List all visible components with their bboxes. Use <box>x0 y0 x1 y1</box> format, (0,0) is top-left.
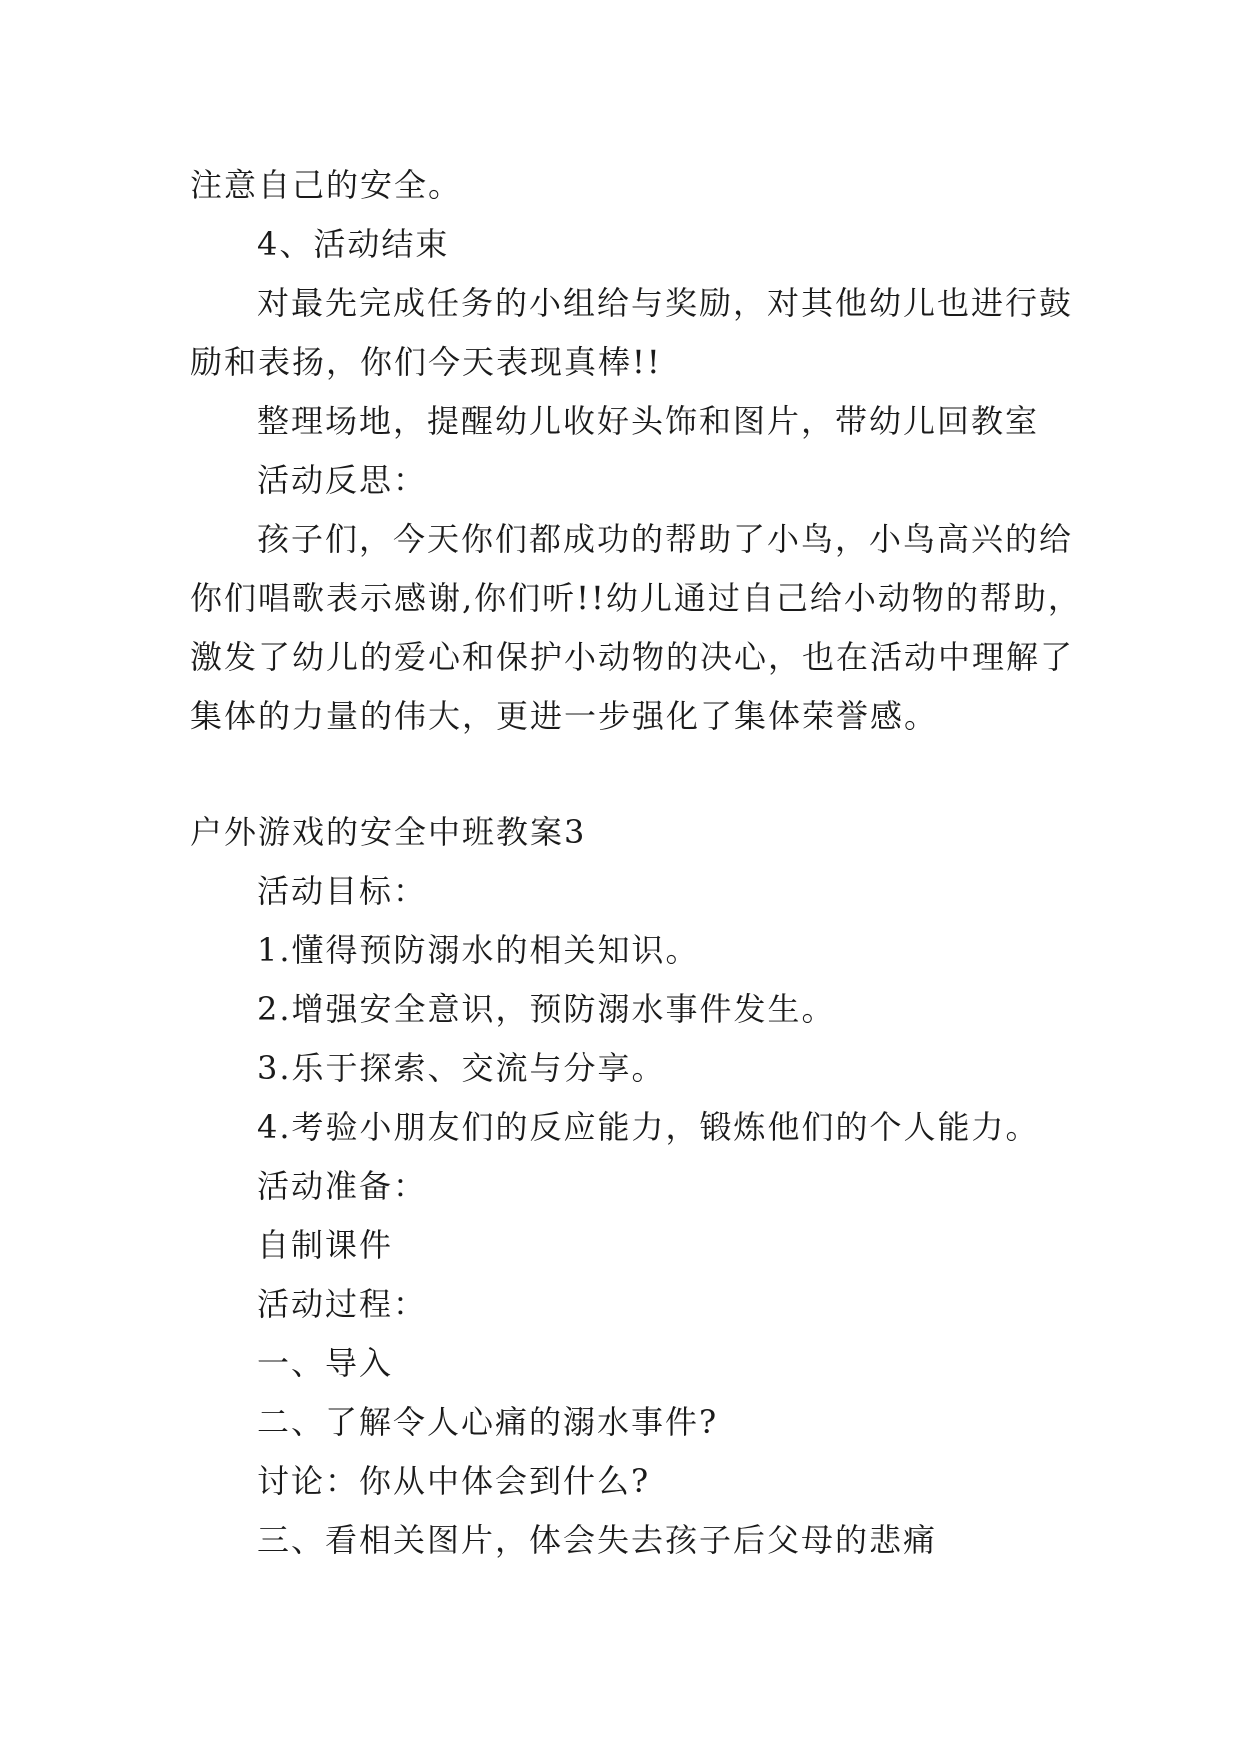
paragraph-line: 整理场地，提醒幼儿收好头饰和图片，带幼儿回教室 <box>257 402 1040 440</box>
paragraph-line: 自制课件 <box>257 1226 394 1264</box>
document-title: 户外游戏的安全中班教案3 <box>190 813 587 851</box>
paragraph-line: 对最先完成任务的小组给与奖励，对其他幼儿也进行鼓 <box>257 284 1074 322</box>
list-item: 三、看相关图片，体会失去孩子后父母的悲痛 <box>257 1521 938 1559</box>
section-heading: 活动目标： <box>257 872 428 910</box>
section-step-heading: 4、活动结束 <box>257 225 450 263</box>
paragraph-line: 激发了幼儿的爱心和保护小动物的决心，也在活动中理解了 <box>190 638 1075 676</box>
paragraph-line: 励和表扬，你们今天表现真棒!! <box>190 343 662 381</box>
paragraph-line: 你们唱歌表示感谢,你们听!!幼儿通过自己给小动物的帮助， <box>190 579 1082 617</box>
list-item: 1.懂得预防溺水的相关知识。 <box>257 931 700 969</box>
paragraph-line: 孩子们，今天你们都成功的帮助了小鸟，小鸟高兴的给 <box>257 520 1074 558</box>
list-item: 2.增强安全意识，预防溺水事件发生。 <box>257 990 836 1028</box>
section-heading: 活动过程： <box>257 1285 428 1323</box>
paragraph-line: 注意自己的安全。 <box>190 166 463 204</box>
paragraph-line: 讨论：你从中体会到什么? <box>257 1462 651 1500</box>
section-heading: 活动反思： <box>257 461 428 499</box>
section-heading: 活动准备： <box>257 1167 428 1205</box>
list-item: 3.乐于探索、交流与分享。 <box>257 1049 666 1087</box>
paragraph-line: 集体的力量的伟大，更进一步强化了集体荣誉感。 <box>190 697 939 735</box>
list-item: 4.考验小朋友们的反应能力，锻炼他们的个人能力。 <box>257 1108 1040 1146</box>
list-item: 一、导入 <box>257 1344 394 1382</box>
list-item: 二、了解令人心痛的溺水事件? <box>257 1403 719 1441</box>
